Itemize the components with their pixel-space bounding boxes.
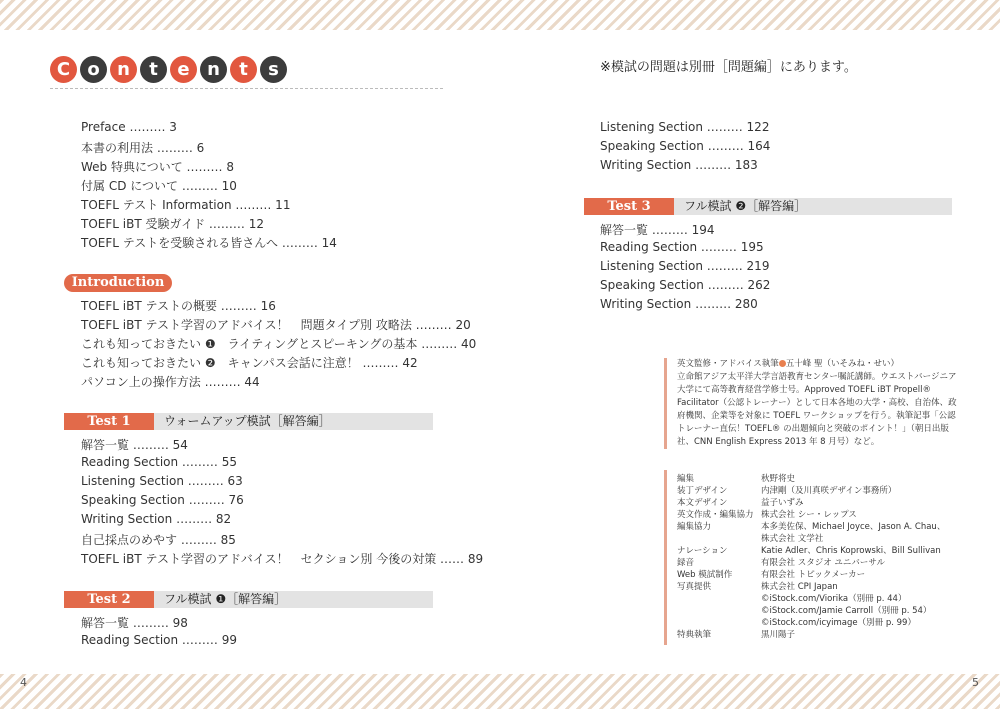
toc-link[interactable]: 解答一覧 ……… 98 [81,616,188,630]
credit-row [677,569,963,581]
top-stripe-border [0,0,1000,30]
test1-tag: Test 1 [64,413,154,430]
toc-link[interactable]: 自己採点のめやす ……… 85 [81,533,236,547]
credit-row [677,593,963,605]
toc-link[interactable]: これも知っておきたい ❶ ライティングとスピーキングの基本 ……… 40 [81,337,477,351]
credit-value: Katie Adler、Chris Koprowski、Bill Sullivan [761,546,941,556]
toc-link[interactable]: Preface ……… 3 [81,120,177,134]
title-letter: e [170,56,197,83]
credit-value: 株式会社 文学社 [761,534,824,544]
toc-link[interactable]: これも知っておきたい ❷ キャンパス会話に注意！ ……… 42 [81,356,418,370]
title-letter: n [110,56,137,83]
credit-value: 有限会社 トピックメーカー [761,570,866,580]
toc-link[interactable]: TOEFL テストを受験される皆さんへ ……… 14 [81,236,337,250]
toc-link[interactable]: Writing Section ……… 82 [81,512,232,526]
profile-role: 英文監修・アドバイス執筆 [677,359,779,369]
toc-link[interactable]: Reading Section ……… 195 [600,240,764,254]
credit-row [677,533,963,545]
test3-tag: Test 3 [584,198,674,215]
credit-role: 英文作成・編集協力 [677,510,754,520]
credit-row [677,509,963,521]
contents-title [50,56,290,83]
toc-link[interactable]: Listening Section ……… 219 [600,259,770,273]
credit-role [677,593,761,605]
toc-link[interactable]: Web 特典について ……… 8 [81,160,235,174]
toc-link[interactable]: TOEFL iBT テスト学習のアドバイス！ 問題タイプ別 攻略法 ……… 20 [81,318,471,332]
credit-role [677,617,761,629]
page-number-left: 4 [20,676,27,689]
credit-value: 株式会社 シー・レップス [761,510,857,520]
profile-name: 五十峰 聖（いそみね・せい） [785,359,899,369]
credit-role: 装丁デザイン [677,486,728,496]
toc-link[interactable]: 付属 CD について ……… 10 [81,179,237,193]
test2-tag: Test 2 [64,591,154,608]
test2-title: フル模試 ❶［解答編］ [154,591,433,608]
credit-role: Web 模試制作 [677,570,733,580]
toc-link[interactable]: Speaking Section ……… 164 [600,139,771,153]
credit-role: 写真提供 [677,582,712,592]
credit-value: 株式会社 CPI Japan [761,582,838,592]
toc-link[interactable]: 解答一覧 ……… 54 [81,438,188,452]
page-number-right: 5 [972,676,979,689]
credit-role: 本文デザイン [677,498,728,508]
credit-role: 編集 [677,474,695,484]
toc-link[interactable]: Reading Section ……… 55 [81,455,238,469]
credit-row [677,605,963,617]
test3-heading [584,198,952,215]
credit-row [677,497,963,509]
credit-row [677,473,963,485]
credit-role: 録音 [677,558,695,568]
title-letter: t [230,56,257,83]
toc-link[interactable]: Speaking Section ……… 262 [600,278,771,292]
toc-link[interactable]: TOEFL テスト Information ……… 11 [81,198,291,212]
title-letter: C [50,56,77,83]
test1-heading [64,413,433,430]
title-letter: o [80,56,107,83]
credit-row [677,521,963,533]
toc-link[interactable]: Writing Section ……… 280 [600,297,758,311]
toc-link[interactable]: TOEFL iBT 受験ガイド ……… 12 [81,217,265,231]
credit-value: 益子いずみ [761,498,804,508]
profile-lead [677,358,960,371]
bullet-icon [779,360,786,367]
title-letter: t [140,56,167,83]
profile-bio: 立命館アジア太平洋大学言語教育センター嘱託講師。ウエストバージニア大学にて高等教育経営学修士号。Approved TOEFL iBT Propell® Facilitator（公認トレーナー）として日本各地の大学・高校、自治体、政府機関、企業等を対象に TOEFL ワークショップを行う。執筆記事「公認トレーナー直伝！TOEFL® の出題傾向と突破のポイント！」（朝日出版社、CNN English Express 2013 年 8 月号）など。 [677,372,957,447]
toc-link[interactable]: TOEFL iBT テスト学習のアドバイス！ セクション別 今後の対策 …… 89 [81,552,484,566]
credit-row [677,545,963,557]
test1-title: ウォームアップ模試［解答編］ [154,413,433,430]
credit-row [677,485,963,497]
toc-link[interactable]: 本書の利用法 ……… 6 [81,141,205,155]
credit-value: ©iStock.com/icyimage（別冊 p. 99） [761,618,916,628]
title-letter: n [200,56,227,83]
credit-row [677,581,963,593]
toc-link[interactable]: パソコン上の操作方法 ……… 44 [81,375,260,389]
credit-role [677,533,761,545]
credit-row [677,617,963,629]
title-letter: s [260,56,287,83]
toc-link[interactable]: Reading Section ……… 99 [81,633,238,647]
test3-title: フル模試 ❷［解答編］ [674,198,952,215]
introduction-heading: Introduction [64,274,172,292]
toc-link[interactable]: 解答一覧 ……… 194 [600,223,715,237]
credit-value: ©iStock.com/Jamie Carroll（別冊 p. 54） [761,606,932,616]
credit-value: 秋野将史 [761,474,796,484]
credits-block [664,470,963,645]
toc-link[interactable]: Listening Section ……… 122 [600,120,770,134]
bottom-stripe-border [0,674,1000,709]
credit-value: 内津剛（及川真咲デザイン事務所） [761,486,897,496]
test2-heading [64,591,433,608]
problem-note: ※模試の問題は別冊［問題編］にあります。 [600,60,857,75]
credit-role: 特典執筆 [677,630,712,640]
toc-link[interactable]: Speaking Section ……… 76 [81,493,244,507]
credit-value: 有限会社 スタジオ ユニバーサル [761,558,885,568]
title-divider [50,88,443,89]
credit-row [677,629,963,641]
credit-value: ©iStock.com/Viorika（別冊 p. 44） [761,594,907,604]
toc-link[interactable]: Writing Section ……… 183 [600,158,758,172]
credit-value: 黒川陽子 [761,630,796,640]
credit-row [677,557,963,569]
credit-value: 本多美佐保、Michael Joyce、Jason A. Chau、 [761,522,946,532]
toc-link[interactable]: TOEFL iBT テストの概要 ……… 16 [81,299,276,313]
credit-role [677,605,761,617]
author-profile [664,358,960,449]
credit-role: 編集協力 [677,522,712,532]
toc-link[interactable]: Listening Section ……… 63 [81,474,243,488]
credit-role: ナレーション [677,546,728,556]
